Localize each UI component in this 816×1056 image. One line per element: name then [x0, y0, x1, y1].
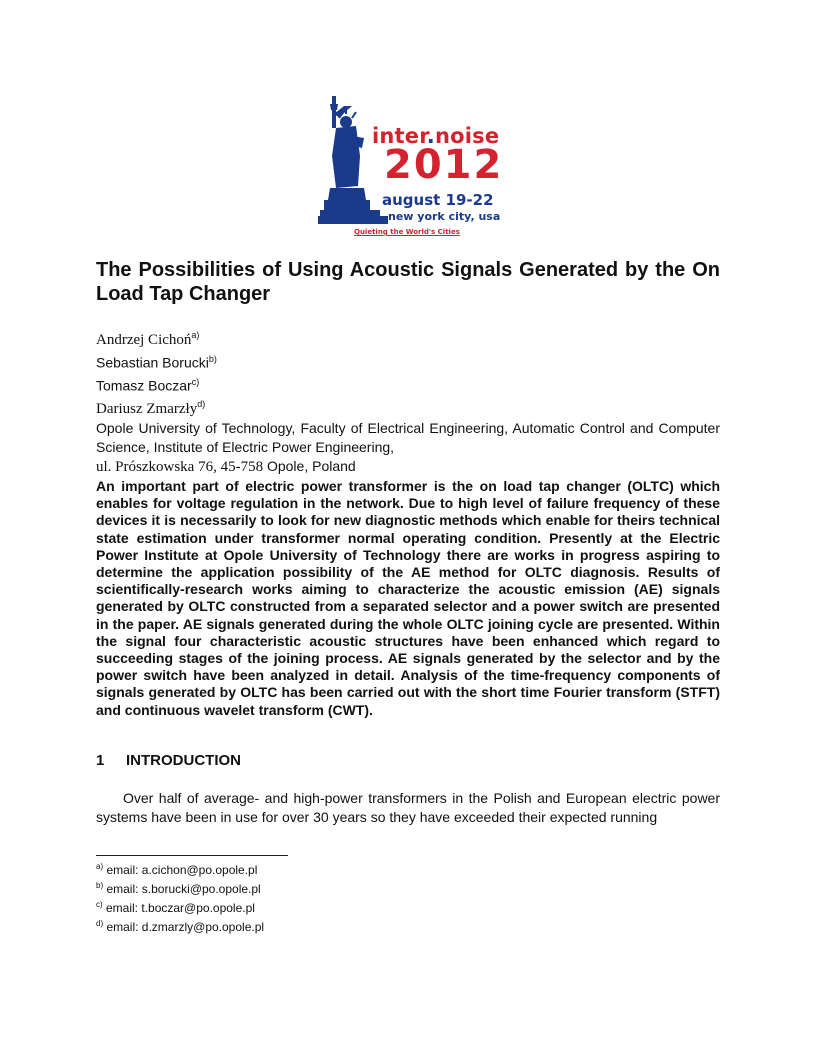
conference-logo [318, 96, 503, 244]
logo-city: new york city, usa [388, 210, 501, 223]
section-heading: 1 INTRODUCTION [96, 752, 241, 769]
footnote: $^{d)}$ email: d.zmarzly@po.opole.pl [96, 919, 265, 934]
logo-brand: inter.noise [372, 124, 500, 148]
abstract: An important part of electric power transformer is the on load tap changer (OLTC) which enables for voltage regulation in the network. Due to high level of failure frequency of these devices it is necessarily to look for new diagnostic methods which enable for theirs technical state estimation under transformer normal operating condition. Presently at the Electric Power Institute at Opole University of Technology there are works in progress aspiring to determine the application possibility of the AE method for OLTC diagnosis. Results of scientifically-research works aiming to characterize the acoustic emission (AE) signals generated by OLTC constructed from a separated selector and a power switch are presented in the paper. AE signals generated during the whole OLTC joining cycle are presented. Within the signal four characteristic acoustic structures have been enhanced which regard to succeeding stages of the joining process. AE signals generated by the selector and by the power switch have been analyzed in detail. Analysis of the time-frequency components of signals generated by OLTC has been carried out with the short time Fourier transform (STFT) and continuous wavelet transform (CWT). [96, 478, 720, 718]
footnote: $^{b)}$ email: s.borucki@po.opole.pl [96, 881, 261, 896]
footnote: $^{a)}$ email: a.cichon@po.opole.pl [96, 862, 258, 877]
intro-paragraph: Over half of average- and high-power transformers in the Polish and European electric power systems have been in use for over 30 years so they have exceeded their expected running [96, 790, 720, 825]
affiliation: Opole University of Technology, Faculty of Electrical Engineering, Automatic Control and Computer Science, Institute of Electric Power Engineering, [96, 420, 720, 456]
paper-title: The Possibilities of Using Acoustic Signals Generated by the On Load Tap Changer [96, 259, 720, 305]
logo-year: 2012 [384, 142, 504, 188]
footnote: $^{c)}$ email: t.boczar@po.opole.pl [96, 900, 255, 915]
author-name: Sebastian Borucki$^{b)}$ [96, 354, 217, 371]
footnote-divider [96, 855, 288, 856]
footnotes [96, 859, 264, 935]
author-block [96, 326, 720, 477]
logo-dates: august 19-22 [382, 191, 494, 209]
address: ul. Prószkowska 76, 45-758 Opole, Poland [96, 458, 356, 476]
logo-tagline: Quieting the World's Cities [354, 228, 460, 236]
author-name: Tomasz Boczar$^{c)}$ [96, 376, 200, 394]
statue-of-liberty-icon [318, 96, 388, 231]
author-name: Dariusz Zmarzły$^{d)}$ [96, 399, 206, 418]
author-name: Andrzej Cichoń$^{a)}$ [96, 330, 200, 348]
